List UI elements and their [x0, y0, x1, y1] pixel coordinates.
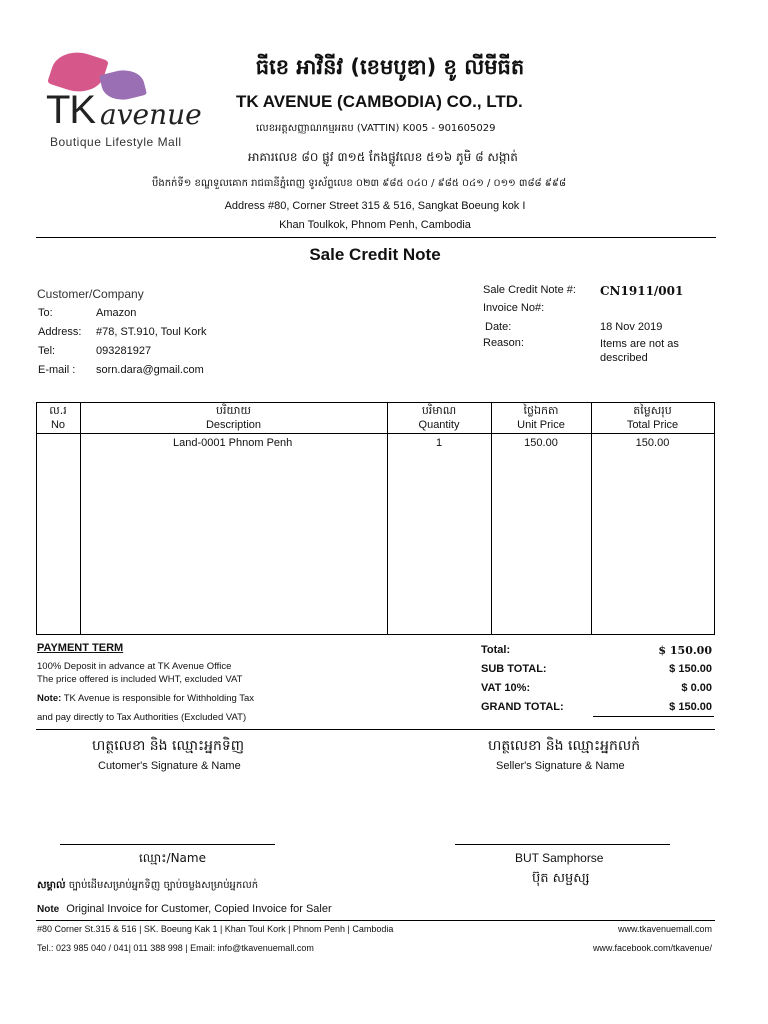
- english-note-text: Original Invoice for Customer, Copied Invoice for Saler: [66, 903, 332, 915]
- logo-text-avenue: avenue: [100, 98, 202, 131]
- column-header-total-price: តម្លៃសរុប Total Price: [626, 404, 679, 431]
- credit-note-number-value: CN1911/001: [600, 284, 684, 298]
- signature-divider: [36, 729, 715, 730]
- column-header-description: បរិយាយ Description: [205, 404, 262, 431]
- payment-term-line1: 100% Deposit in advance at TK Avenue Office: [37, 661, 232, 672]
- customer-signature-label: Cutomer's Signature & Name: [98, 760, 241, 772]
- footer-divider: [36, 920, 715, 921]
- customer-email-value: sorn.dara@gmail.com: [96, 364, 204, 376]
- row-quantity: 1: [435, 437, 443, 449]
- seller-signature-line: [455, 844, 670, 845]
- company-logo: [38, 42, 200, 162]
- customer-tel-label: Tel:: [38, 345, 56, 357]
- document-title: Sale Credit Note: [309, 245, 441, 264]
- invoice-number-label: Invoice No#:: [483, 302, 545, 314]
- credit-note-number-label: Sale Credit Note #:: [483, 284, 576, 296]
- subtotal-value: $ 150.00: [669, 663, 712, 675]
- english-note: [37, 903, 332, 915]
- subtotal-label: SUB TOTAL:: [481, 663, 547, 675]
- customer-to-label: To:: [38, 307, 53, 319]
- footer-website-link[interactable]: www.tkavenuemall.com: [617, 924, 712, 934]
- payment-term-heading: PAYMENT TERM: [37, 642, 124, 654]
- khmer-note: [37, 878, 258, 893]
- vat-value: $ 0.00: [681, 682, 712, 694]
- customer-signature-line: [60, 844, 275, 845]
- customer-signature-label-khmer: ហត្ថលេខា និង ឈ្មោះអ្នកទិញ: [92, 738, 245, 754]
- row-unit-price: 150.00: [524, 437, 558, 449]
- customer-address-label: Address:: [38, 326, 82, 338]
- khmer-note-label: សម្គាល់: [37, 880, 66, 891]
- grand-total-label: GRAND TOTAL:: [481, 701, 564, 713]
- payment-note: [37, 693, 254, 704]
- date-value: 18 Nov 2019: [600, 321, 663, 333]
- customer-email-label: E-mail :: [38, 364, 76, 376]
- customer-heading: Customer/Company: [37, 287, 144, 301]
- company-name-khmer: ធីខេ អាវិនីវ (ខេមបូឌា) ខូ លីមីធីត: [255, 55, 525, 79]
- company-address-khmer-2: បឹងកក់ទី១ ខណ្ឌទួលគោក រាជធានីភ្នំពេញ ទូរស័ព្ទលេខ ០២៣ ៩៨៥ ០៤០ / ៩៨៥ ០៤១ / ០១១ ៣៨៨ ៩៩៨: [152, 178, 567, 189]
- customer-to-value: Amazon: [96, 307, 137, 319]
- payment-note-label: Note:: [37, 693, 62, 704]
- footer-facebook-link[interactable]: www.facebook.com/tkavenue/: [592, 943, 712, 953]
- company-address-khmer: អាគារលេខ ៨០ ផ្លូវ ៣១៥ កែងផ្លូវលេខ ៥១៦ ភូមិ ៨ សង្កាត់: [248, 150, 518, 164]
- customer-tel-value: 093281927: [96, 345, 152, 357]
- customer-address-value: #78, ST.910, Toul Kork: [96, 326, 207, 338]
- grand-total-underline: [593, 716, 714, 717]
- row-description: Land-0001 Phnom Penh: [173, 437, 293, 449]
- seller-name: BUT Samphorse: [515, 851, 604, 865]
- total-label: Total:: [481, 644, 511, 656]
- reason-value: Items are not as described: [600, 338, 679, 364]
- total-value: $ 150.00: [658, 644, 712, 657]
- seller-signature-label: Seller's Signature & Name: [496, 760, 625, 772]
- payment-note-text: TK Avenue is responsible for Withholding Tax: [63, 693, 255, 704]
- payment-term-line2: The price offered is included WHT, excluded VAT: [37, 674, 243, 685]
- company-address-line1: Address #80, Corner Street 315 & 516, Sangkat Boeung kok I: [224, 200, 526, 212]
- column-header-unit-price: ថ្លៃឯកតា Unit Price: [517, 404, 565, 431]
- column-header-quantity: បរិមាណ Quantity: [418, 404, 460, 431]
- vat-label: VAT 10%:: [481, 682, 531, 694]
- seller-signature-label-khmer: ហត្ថលេខា និង ឈ្មោះអ្នកលក់: [488, 738, 641, 754]
- company-vat-line: លេខអត្តសញ្ញាណកម្មអតប (VATTIN) K005 - 901605029: [256, 123, 496, 134]
- reason-label: Reason:: [483, 337, 524, 349]
- logo-subtitle: Boutique Lifestyle Mall: [50, 135, 182, 149]
- footer-contact: Tel.: 023 985 040 / 041| 011 388 998 | Email: info@tkavenuemall.com: [37, 943, 314, 953]
- logo-text-tk: TK: [46, 88, 96, 132]
- khmer-note-text: ច្បាប់ដើមសម្រាប់អ្នកទិញ ច្បាប់ចម្លងសម្រាប់អ្នកលក់: [68, 880, 259, 891]
- company-address-line2: Khan Toulkok, Phnom Penh, Cambodia: [279, 219, 471, 231]
- grand-total-value: $ 150.00: [669, 701, 712, 713]
- seller-name-khmer: ប៊ុត សម្ផស្ស: [532, 871, 590, 886]
- customer-name-label: ឈ្មោះ/Name: [139, 851, 206, 865]
- row-total-price: 150.00: [635, 437, 670, 449]
- payment-term-line4: and pay directly to Tax Authorities (Excluded VAT): [37, 712, 247, 723]
- footer-address: #80 Corner St.315 & 516 | SK. Boeung Kak 1 | Khan Toul Kork | Phnom Penh | Cambodia: [37, 924, 394, 934]
- english-note-label: Note: [37, 904, 60, 915]
- date-label: Date:: [485, 321, 512, 333]
- header-divider: [36, 237, 716, 238]
- column-header-no: ល.រ No: [49, 404, 67, 431]
- company-name-english: TK AVENUE (CAMBODIA) CO., LTD.: [236, 92, 523, 111]
